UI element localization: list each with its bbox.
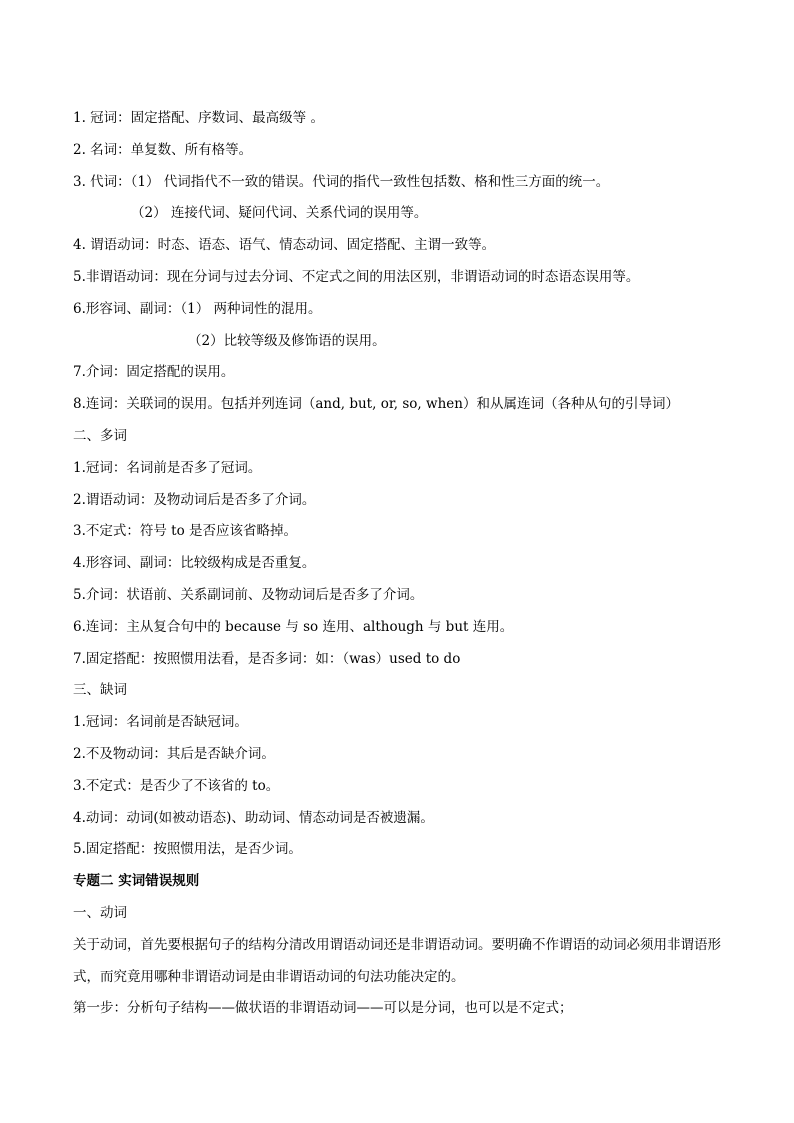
- text-line-extra-infinitive: 3.不定式：符号 to 是否应该省略掉。: [73, 523, 298, 540]
- text-line-adjective-adverb-2: （2）比较等级及修饰语的误用。: [188, 332, 386, 349]
- paragraph-verb-intro: 关于动词，首先要根据句子的结构分清改用谓语动词还是非谓语动词。要明确不作谓语的动词必须用非谓语形式，而究竟用哪种非谓语动词是由非谓语动词的句法功能决定的。: [73, 936, 721, 985]
- text-line-noun: 2. 名词：单复数、所有格等。: [73, 141, 253, 158]
- text-line-missing-infinitive: 3.不定式：是否少了不该省的 to。: [73, 777, 280, 794]
- text-line-article: 1. 冠词：固定搭配、序数词、最高级等 。: [73, 110, 324, 126]
- text-line-conjunction: 8.连词：关联词的误用。包括并列连词（and, but, or, so, when）和从属连词（各种从句的引导词）: [73, 396, 679, 413]
- topic-heading: 专题二 实词错误规则: [73, 873, 200, 890]
- text-line-extra-preposition: 5.介词：状语前、关系副词前、及物动词后是否多了介词。: [73, 586, 424, 603]
- text-line-adjective-adverb-1: 6.形容词、副词：（1） 两种词性的混用。: [73, 300, 322, 317]
- text-line-extra-adjective-adverb: 4.形容词、副词：比较级构成是否重复。: [73, 555, 316, 572]
- text-line-non-predicate-verb: 5.非谓语动词：现在分词与过去分词、不定式之间的用法区别，非谓语动词的时态语态误用等。: [73, 268, 640, 285]
- text-line-pronoun-1: 3. 代词：（1） 代词指代不一致的错误。代词的指代一致性包括数、格和性三方面的统一。: [73, 173, 610, 190]
- text-line-missing-verb: 4.动词：动词(如被动语态)、助动词、情态动词是否被遗漏。: [73, 809, 434, 826]
- text-line-extra-fixed-collocation: 7.固定搭配：按照惯用法看，是否多词：如：（was）used to do: [73, 650, 461, 667]
- section-heading-missing-words: 三、缺词: [73, 682, 127, 699]
- document-body: [73, 103, 723, 1025]
- text-line-step-one: 第一步：分析句子结构——做状语的非谓语动词——可以是分词，也可以是不定式；: [73, 1000, 573, 1017]
- text-line-extra-conjunction: 6.连词：主从复合句中的 because 与 so 连用、although 与 but 连用。: [73, 618, 514, 635]
- text-line-missing-fixed-collocation: 5.固定搭配：按照惯用法，是否少词。: [73, 841, 302, 858]
- text-line-missing-article: 1.冠词：名词前是否缺冠词。: [73, 714, 248, 731]
- section-heading-verb: 一、动词: [73, 904, 127, 921]
- text-line-preposition: 7.介词：固定搭配的误用。: [73, 364, 235, 381]
- text-line-pronoun-2: （2） 连接代词、疑问代词、关系代词的误用等。: [131, 205, 428, 222]
- text-line-predicate-verb: 4. 谓语动词：时态、语态、语气、情态动词、固定搭配、主谓一致等。: [73, 237, 496, 254]
- text-line-extra-predicate-verb: 2.谓语动词：及物动词后是否多了介词。: [73, 491, 316, 508]
- text-line-extra-article: 1.冠词：名词前是否多了冠词。: [73, 459, 262, 476]
- text-line-missing-preposition: 2.不及物动词：其后是否缺介词。: [73, 745, 275, 762]
- section-heading-extra-words: 二、多词: [73, 427, 127, 444]
